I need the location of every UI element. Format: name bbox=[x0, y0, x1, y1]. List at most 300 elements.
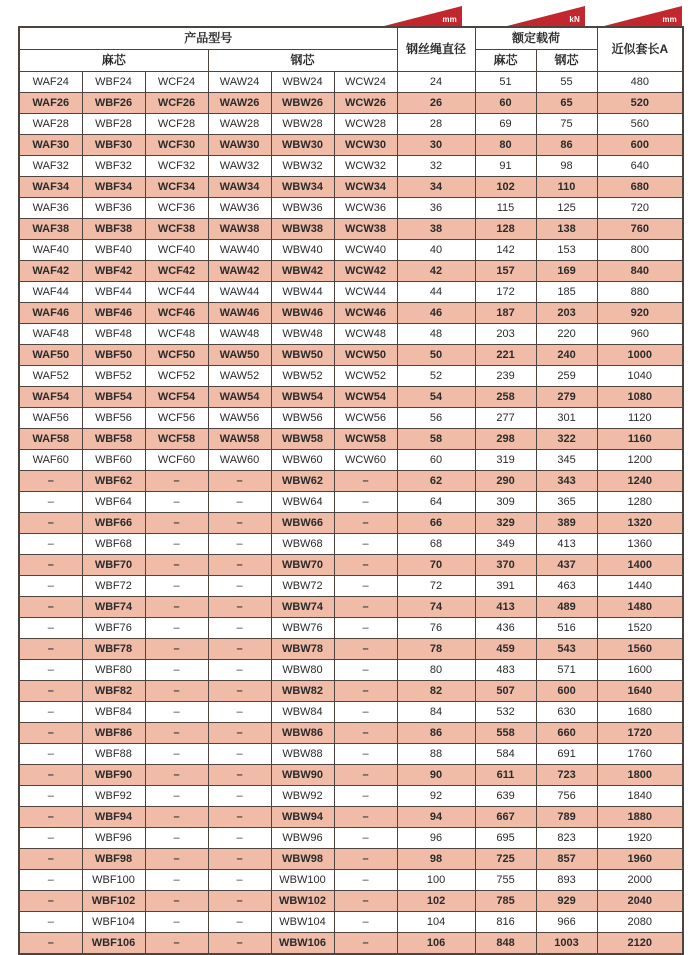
cell-wcf: – bbox=[145, 492, 208, 513]
cell-wbw: WBW90 bbox=[271, 765, 334, 786]
cell-waw: WAW48 bbox=[208, 324, 271, 345]
cell-load_steel: 86 bbox=[536, 135, 597, 156]
cell-rope_diameter: 46 bbox=[397, 303, 475, 324]
cell-wbw: WBW40 bbox=[271, 240, 334, 261]
cell-wcw: – bbox=[334, 912, 397, 933]
table-row bbox=[19, 891, 683, 912]
rated-load-unit bbox=[507, 6, 585, 26]
cell-wbw: WBW36 bbox=[271, 198, 334, 219]
cell-load_steel: 55 bbox=[536, 72, 597, 93]
cell-wbf: WBF58 bbox=[82, 429, 145, 450]
cell-load_steel: 789 bbox=[536, 807, 597, 828]
table-row bbox=[19, 828, 683, 849]
cell-wbf: WBF94 bbox=[82, 807, 145, 828]
table-row bbox=[19, 219, 683, 240]
cell-load_fiber: 80 bbox=[475, 135, 536, 156]
cell-rope_diameter: 52 bbox=[397, 366, 475, 387]
cell-wcf: WCF52 bbox=[145, 366, 208, 387]
cell-load_steel: 365 bbox=[536, 492, 597, 513]
table-row bbox=[19, 492, 683, 513]
cell-wcf: WCF34 bbox=[145, 177, 208, 198]
unit-label: kN bbox=[569, 15, 580, 24]
cell-wbw: WBW100 bbox=[271, 870, 334, 891]
cell-wbw: WBW52 bbox=[271, 366, 334, 387]
cell-waw: WAW40 bbox=[208, 240, 271, 261]
cell-load_steel: 463 bbox=[536, 576, 597, 597]
cell-waw: WAW36 bbox=[208, 198, 271, 219]
table-row bbox=[19, 303, 683, 324]
cell-wcf: – bbox=[145, 849, 208, 870]
cell-waw: – bbox=[208, 534, 271, 555]
cell-waf: – bbox=[19, 513, 82, 534]
cell-wcw: WCW36 bbox=[334, 198, 397, 219]
cell-waf: – bbox=[19, 681, 82, 702]
cell-sleeve_length: 1800 bbox=[597, 765, 683, 786]
unit-tab-group bbox=[0, 6, 700, 26]
cell-load_steel: 660 bbox=[536, 723, 597, 744]
cell-waw: – bbox=[208, 807, 271, 828]
cell-load_steel: 138 bbox=[536, 219, 597, 240]
header-sleeve-length: 近似套长A bbox=[597, 27, 683, 72]
cell-wcf: WCF24 bbox=[145, 72, 208, 93]
cell-sleeve_length: 480 bbox=[597, 72, 683, 93]
cell-rope_diameter: 54 bbox=[397, 387, 475, 408]
cell-wcf: WCF30 bbox=[145, 135, 208, 156]
cell-sleeve_length: 1560 bbox=[597, 639, 683, 660]
cell-waw: WAW30 bbox=[208, 135, 271, 156]
table-row bbox=[19, 156, 683, 177]
cell-load_steel: 723 bbox=[536, 765, 597, 786]
table-row bbox=[19, 912, 683, 933]
cell-load_steel: 630 bbox=[536, 702, 597, 723]
cell-wbf: WBF106 bbox=[82, 933, 145, 955]
cell-wbw: WBW92 bbox=[271, 786, 334, 807]
cell-load_fiber: 725 bbox=[475, 849, 536, 870]
cell-waw: WAW54 bbox=[208, 387, 271, 408]
cell-sleeve_length: 560 bbox=[597, 114, 683, 135]
table-row bbox=[19, 702, 683, 723]
cell-waf: WAF48 bbox=[19, 324, 82, 345]
cell-load_fiber: 187 bbox=[475, 303, 536, 324]
cell-wbf: WBF74 bbox=[82, 597, 145, 618]
cell-wbf: WBF44 bbox=[82, 282, 145, 303]
cell-wcw: WCW50 bbox=[334, 345, 397, 366]
cell-rope_diameter: 86 bbox=[397, 723, 475, 744]
cell-wbf: WBF52 bbox=[82, 366, 145, 387]
cell-wcw: – bbox=[334, 786, 397, 807]
cell-rope_diameter: 38 bbox=[397, 219, 475, 240]
cell-load_steel: 823 bbox=[536, 828, 597, 849]
cell-wcw: WCW42 bbox=[334, 261, 397, 282]
cell-load_fiber: 532 bbox=[475, 702, 536, 723]
cell-sleeve_length: 1760 bbox=[597, 744, 683, 765]
cell-wbw: WBW42 bbox=[271, 261, 334, 282]
cell-waf: WAF26 bbox=[19, 93, 82, 114]
cell-wbf: WBF102 bbox=[82, 891, 145, 912]
cell-waf: – bbox=[19, 744, 82, 765]
cell-sleeve_length: 2120 bbox=[597, 933, 683, 955]
cell-load_steel: 98 bbox=[536, 156, 597, 177]
cell-wcw: WCW32 bbox=[334, 156, 397, 177]
cell-rope_diameter: 92 bbox=[397, 786, 475, 807]
cell-load_fiber: 667 bbox=[475, 807, 536, 828]
cell-waf: – bbox=[19, 723, 82, 744]
table-row bbox=[19, 282, 683, 303]
cell-load_fiber: 785 bbox=[475, 891, 536, 912]
cell-wbw: WBW58 bbox=[271, 429, 334, 450]
cell-load_fiber: 290 bbox=[475, 471, 536, 492]
cell-rope_diameter: 44 bbox=[397, 282, 475, 303]
cell-wbf: WBF98 bbox=[82, 849, 145, 870]
cell-wbw: WBW98 bbox=[271, 849, 334, 870]
cell-sleeve_length: 1320 bbox=[597, 513, 683, 534]
cell-waf: – bbox=[19, 891, 82, 912]
cell-wbf: WBF46 bbox=[82, 303, 145, 324]
cell-sleeve_length: 1040 bbox=[597, 366, 683, 387]
cell-sleeve_length: 520 bbox=[597, 93, 683, 114]
cell-rope_diameter: 106 bbox=[397, 933, 475, 955]
cell-sleeve_length: 1360 bbox=[597, 534, 683, 555]
cell-rope_diameter: 30 bbox=[397, 135, 475, 156]
table-row bbox=[19, 765, 683, 786]
cell-load_fiber: 239 bbox=[475, 366, 536, 387]
cell-load_fiber: 258 bbox=[475, 387, 536, 408]
cell-load_steel: 437 bbox=[536, 555, 597, 576]
cell-load_fiber: 816 bbox=[475, 912, 536, 933]
table-row bbox=[19, 93, 683, 114]
cell-waf: – bbox=[19, 471, 82, 492]
cell-load_steel: 185 bbox=[536, 282, 597, 303]
cell-load_steel: 756 bbox=[536, 786, 597, 807]
cell-wbw: WBW30 bbox=[271, 135, 334, 156]
cell-load_steel: 240 bbox=[536, 345, 597, 366]
cell-waf: – bbox=[19, 765, 82, 786]
cell-rope_diameter: 68 bbox=[397, 534, 475, 555]
cell-sleeve_length: 1240 bbox=[597, 471, 683, 492]
cell-load_steel: 543 bbox=[536, 639, 597, 660]
cell-rope_diameter: 80 bbox=[397, 660, 475, 681]
cell-sleeve_length: 720 bbox=[597, 198, 683, 219]
cell-wbw: WBW62 bbox=[271, 471, 334, 492]
cell-sleeve_length: 600 bbox=[597, 135, 683, 156]
unit-label: mm bbox=[662, 15, 677, 24]
header-load-steel-core: 钢芯 bbox=[536, 50, 597, 72]
cell-wbf: WBF66 bbox=[82, 513, 145, 534]
cell-load_steel: 75 bbox=[536, 114, 597, 135]
cell-rope_diameter: 28 bbox=[397, 114, 475, 135]
cell-waf: – bbox=[19, 534, 82, 555]
cell-wcw: – bbox=[334, 471, 397, 492]
cell-wbf: WBF80 bbox=[82, 660, 145, 681]
cell-sleeve_length: 640 bbox=[597, 156, 683, 177]
cell-waw: – bbox=[208, 744, 271, 765]
cell-wbf: WBF26 bbox=[82, 93, 145, 114]
cell-wcw: – bbox=[334, 555, 397, 576]
cell-waw: WAW44 bbox=[208, 282, 271, 303]
cell-rope_diameter: 72 bbox=[397, 576, 475, 597]
cell-rope_diameter: 26 bbox=[397, 93, 475, 114]
cell-wbw: WBW88 bbox=[271, 744, 334, 765]
cell-wcw: WCW58 bbox=[334, 429, 397, 450]
cell-wbf: WBF56 bbox=[82, 408, 145, 429]
cell-wbw: WBW78 bbox=[271, 639, 334, 660]
cell-wbf: WBF90 bbox=[82, 765, 145, 786]
cell-waw: – bbox=[208, 723, 271, 744]
cell-wbw: WBW68 bbox=[271, 534, 334, 555]
cell-sleeve_length: 1480 bbox=[597, 597, 683, 618]
cell-sleeve_length: 680 bbox=[597, 177, 683, 198]
cell-wcw: WCW28 bbox=[334, 114, 397, 135]
cell-load_fiber: 102 bbox=[475, 177, 536, 198]
cell-rope_diameter: 58 bbox=[397, 429, 475, 450]
cell-waf: WAF36 bbox=[19, 198, 82, 219]
cell-wcw: WCW44 bbox=[334, 282, 397, 303]
cell-wcw: – bbox=[334, 681, 397, 702]
cell-wbw: WBW44 bbox=[271, 282, 334, 303]
cell-load_steel: 153 bbox=[536, 240, 597, 261]
cell-waf: – bbox=[19, 849, 82, 870]
cell-wcf: WCF36 bbox=[145, 198, 208, 219]
cell-waw: – bbox=[208, 786, 271, 807]
cell-wcf: WCF50 bbox=[145, 345, 208, 366]
table-row bbox=[19, 786, 683, 807]
cell-load_fiber: 391 bbox=[475, 576, 536, 597]
cell-waf: – bbox=[19, 555, 82, 576]
cell-wcf: WCF44 bbox=[145, 282, 208, 303]
table-body bbox=[19, 72, 683, 955]
cell-load_fiber: 60 bbox=[475, 93, 536, 114]
cell-waw: – bbox=[208, 870, 271, 891]
cell-wbf: WBF100 bbox=[82, 870, 145, 891]
cell-load_steel: 259 bbox=[536, 366, 597, 387]
cell-sleeve_length: 1920 bbox=[597, 828, 683, 849]
cell-rope_diameter: 64 bbox=[397, 492, 475, 513]
cell-wbf: WBF24 bbox=[82, 72, 145, 93]
table-row bbox=[19, 240, 683, 261]
cell-wcw: WCW54 bbox=[334, 387, 397, 408]
cell-load_fiber: 370 bbox=[475, 555, 536, 576]
cell-waf: – bbox=[19, 639, 82, 660]
cell-load_steel: 389 bbox=[536, 513, 597, 534]
table-row bbox=[19, 513, 683, 534]
cell-wcw: – bbox=[334, 891, 397, 912]
cell-sleeve_length: 1720 bbox=[597, 723, 683, 744]
table-row bbox=[19, 387, 683, 408]
cell-sleeve_length: 800 bbox=[597, 240, 683, 261]
cell-waw: – bbox=[208, 828, 271, 849]
cell-wbw: WBW64 bbox=[271, 492, 334, 513]
cell-wcf: – bbox=[145, 744, 208, 765]
cell-wcf: – bbox=[145, 639, 208, 660]
cell-load_fiber: 436 bbox=[475, 618, 536, 639]
cell-load_fiber: 69 bbox=[475, 114, 536, 135]
cell-sleeve_length: 1400 bbox=[597, 555, 683, 576]
cell-wbf: WBF32 bbox=[82, 156, 145, 177]
cell-rope_diameter: 66 bbox=[397, 513, 475, 534]
cell-wbw: WBW84 bbox=[271, 702, 334, 723]
cell-wcw: WCW34 bbox=[334, 177, 397, 198]
cell-wbw: WBW80 bbox=[271, 660, 334, 681]
cell-wcf: WCF42 bbox=[145, 261, 208, 282]
cell-wbf: WBF34 bbox=[82, 177, 145, 198]
cell-load_fiber: 157 bbox=[475, 261, 536, 282]
cell-wcw: – bbox=[334, 807, 397, 828]
cell-wbf: WBF82 bbox=[82, 681, 145, 702]
cell-wbw: WBW70 bbox=[271, 555, 334, 576]
cell-waw: – bbox=[208, 513, 271, 534]
cell-waf: WAF58 bbox=[19, 429, 82, 450]
table-row bbox=[19, 681, 683, 702]
cell-wcw: WCW60 bbox=[334, 450, 397, 471]
cell-wbw: WBW48 bbox=[271, 324, 334, 345]
cell-wcf: – bbox=[145, 933, 208, 955]
cell-sleeve_length: 1960 bbox=[597, 849, 683, 870]
cell-wcw: – bbox=[334, 723, 397, 744]
cell-rope_diameter: 98 bbox=[397, 849, 475, 870]
cell-load_fiber: 507 bbox=[475, 681, 536, 702]
cell-wcf: – bbox=[145, 660, 208, 681]
cell-wcw: WCW52 bbox=[334, 366, 397, 387]
cell-waf: WAF44 bbox=[19, 282, 82, 303]
cell-wbf: WBF28 bbox=[82, 114, 145, 135]
table-row bbox=[19, 450, 683, 471]
table-row bbox=[19, 408, 683, 429]
cell-waf: WAF34 bbox=[19, 177, 82, 198]
cell-wbw: WBW76 bbox=[271, 618, 334, 639]
cell-wbw: WBW46 bbox=[271, 303, 334, 324]
cell-load_steel: 600 bbox=[536, 681, 597, 702]
cell-wcf: – bbox=[145, 513, 208, 534]
table-row bbox=[19, 534, 683, 555]
cell-wbf: WBF50 bbox=[82, 345, 145, 366]
cell-load_steel: 220 bbox=[536, 324, 597, 345]
header-row-1 bbox=[19, 27, 683, 50]
cell-wbf: WBF92 bbox=[82, 786, 145, 807]
header-load-fiber-core: 麻芯 bbox=[475, 50, 536, 72]
cell-sleeve_length: 840 bbox=[597, 261, 683, 282]
cell-load_steel: 893 bbox=[536, 870, 597, 891]
cell-waf: – bbox=[19, 807, 82, 828]
cell-load_fiber: 203 bbox=[475, 324, 536, 345]
cell-wbf: WBF38 bbox=[82, 219, 145, 240]
cell-sleeve_length: 880 bbox=[597, 282, 683, 303]
cell-wbf: WBF30 bbox=[82, 135, 145, 156]
table-header bbox=[19, 27, 683, 72]
cell-waw: WAW60 bbox=[208, 450, 271, 471]
cell-wbw: WBW38 bbox=[271, 219, 334, 240]
cell-load_steel: 169 bbox=[536, 261, 597, 282]
header-product-model: 产品型号 bbox=[19, 27, 397, 50]
cell-load_steel: 571 bbox=[536, 660, 597, 681]
table-row bbox=[19, 660, 683, 681]
cell-rope_diameter: 76 bbox=[397, 618, 475, 639]
cell-rope_diameter: 70 bbox=[397, 555, 475, 576]
cell-waw: – bbox=[208, 765, 271, 786]
cell-wcw: WCW30 bbox=[334, 135, 397, 156]
cell-waw: – bbox=[208, 660, 271, 681]
cell-load_steel: 489 bbox=[536, 597, 597, 618]
cell-wcw: WCW56 bbox=[334, 408, 397, 429]
cell-load_steel: 1003 bbox=[536, 933, 597, 955]
cell-rope_diameter: 40 bbox=[397, 240, 475, 261]
cell-waw: – bbox=[208, 471, 271, 492]
cell-wbf: WBF68 bbox=[82, 534, 145, 555]
cell-wcw: – bbox=[334, 870, 397, 891]
cell-rope_diameter: 78 bbox=[397, 639, 475, 660]
cell-wbw: WBW28 bbox=[271, 114, 334, 135]
cell-rope_diameter: 36 bbox=[397, 198, 475, 219]
cell-rope_diameter: 84 bbox=[397, 702, 475, 723]
cell-waf: – bbox=[19, 702, 82, 723]
cell-waf: – bbox=[19, 828, 82, 849]
sleeve-length-unit bbox=[604, 6, 682, 26]
cell-wcw: – bbox=[334, 597, 397, 618]
cell-rope_diameter: 32 bbox=[397, 156, 475, 177]
cell-waw: – bbox=[208, 702, 271, 723]
cell-wcw: – bbox=[334, 576, 397, 597]
cell-wbf: WBF36 bbox=[82, 198, 145, 219]
cell-wbw: WBW26 bbox=[271, 93, 334, 114]
table-row bbox=[19, 135, 683, 156]
cell-sleeve_length: 1080 bbox=[597, 387, 683, 408]
cell-wbf: WBF72 bbox=[82, 576, 145, 597]
cell-sleeve_length: 1200 bbox=[597, 450, 683, 471]
cell-load_steel: 516 bbox=[536, 618, 597, 639]
cell-sleeve_length: 1440 bbox=[597, 576, 683, 597]
cell-wcf: WCF28 bbox=[145, 114, 208, 135]
table-row bbox=[19, 618, 683, 639]
cell-wbf: WBF104 bbox=[82, 912, 145, 933]
cell-wbw: WBW66 bbox=[271, 513, 334, 534]
cell-wcf: – bbox=[145, 912, 208, 933]
cell-rope_diameter: 102 bbox=[397, 891, 475, 912]
table-row bbox=[19, 849, 683, 870]
cell-load_fiber: 51 bbox=[475, 72, 536, 93]
cell-waw: – bbox=[208, 576, 271, 597]
cell-waw: – bbox=[208, 555, 271, 576]
cell-load_fiber: 483 bbox=[475, 660, 536, 681]
cell-wcf: – bbox=[145, 576, 208, 597]
cell-load_steel: 345 bbox=[536, 450, 597, 471]
rope-diameter-unit bbox=[384, 6, 462, 26]
cell-load_fiber: 277 bbox=[475, 408, 536, 429]
cell-load_fiber: 695 bbox=[475, 828, 536, 849]
cell-wbw: WBW50 bbox=[271, 345, 334, 366]
cell-wcf: WCF26 bbox=[145, 93, 208, 114]
cell-waf: – bbox=[19, 870, 82, 891]
cell-wcf: WCF40 bbox=[145, 240, 208, 261]
cell-waw: WAW58 bbox=[208, 429, 271, 450]
cell-wbw: WBW60 bbox=[271, 450, 334, 471]
cell-load_steel: 110 bbox=[536, 177, 597, 198]
cell-waw: WAW38 bbox=[208, 219, 271, 240]
cell-rope_diameter: 96 bbox=[397, 828, 475, 849]
cell-load_fiber: 128 bbox=[475, 219, 536, 240]
cell-rope_diameter: 74 bbox=[397, 597, 475, 618]
cell-load_steel: 929 bbox=[536, 891, 597, 912]
cell-wcf: WCF56 bbox=[145, 408, 208, 429]
cell-load_steel: 857 bbox=[536, 849, 597, 870]
cell-rope_diameter: 50 bbox=[397, 345, 475, 366]
cell-wbf: WBF86 bbox=[82, 723, 145, 744]
cell-wbf: WBF54 bbox=[82, 387, 145, 408]
cell-rope_diameter: 60 bbox=[397, 450, 475, 471]
table-row bbox=[19, 597, 683, 618]
cell-sleeve_length: 1000 bbox=[597, 345, 683, 366]
cell-wcf: – bbox=[145, 891, 208, 912]
cell-wbw: WBW56 bbox=[271, 408, 334, 429]
cell-load_fiber: 848 bbox=[475, 933, 536, 955]
